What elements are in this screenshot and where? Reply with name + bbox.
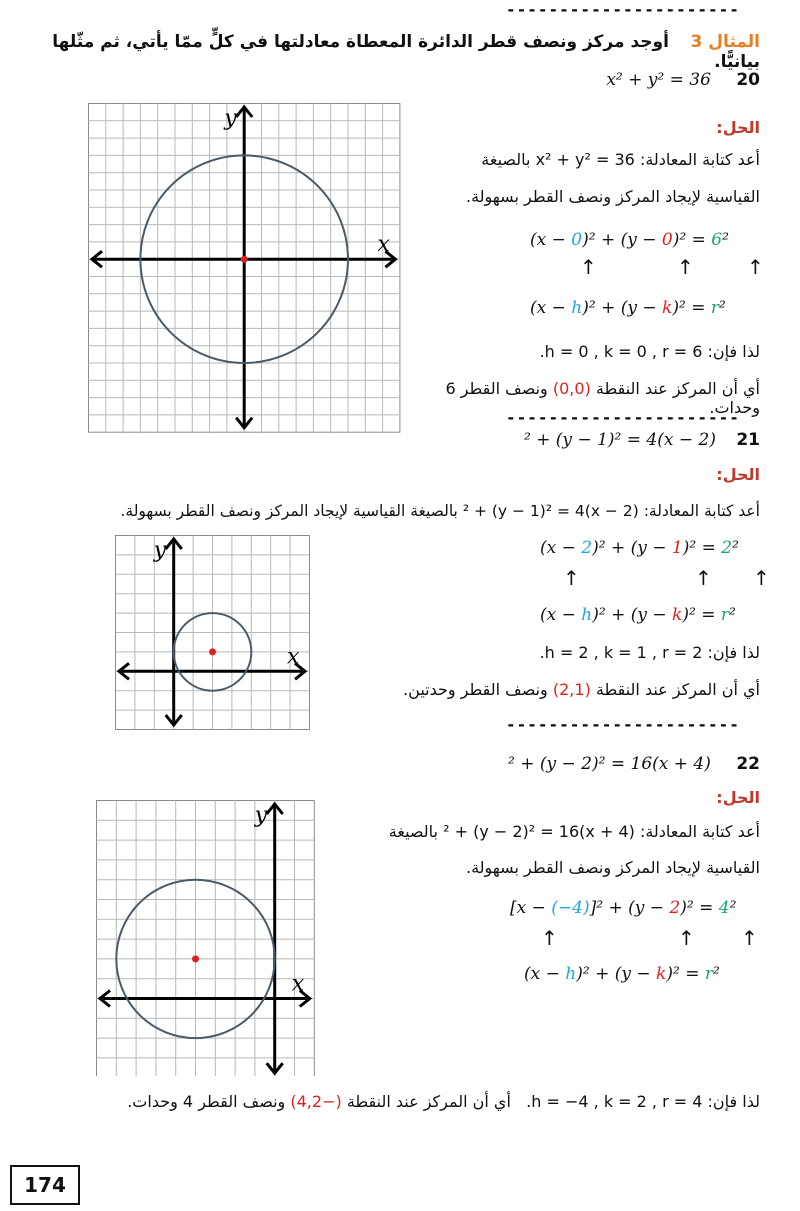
x-axis-label: x: [291, 971, 305, 997]
problem-equation: x² + y² = 36: [606, 70, 711, 90]
y-axis-label: y: [153, 538, 167, 563]
up-arrow-icon: ↑: [678, 926, 695, 950]
result-line: لذا فإن: h = 2 , k = 1 , r = 2.: [539, 643, 760, 662]
solution-label: الحل:: [716, 118, 760, 137]
standard-form-template: (x − h)² + (y − k)² = r²: [530, 298, 726, 318]
rewrite-line-2: القياسية لإيجاد المركز ونصف القطر بسهولة.: [466, 858, 760, 877]
center-sentence: أي أن المركز عند النقطة (0,0) ونصف القطر 6 وحدات.: [445, 379, 760, 417]
graph-21: [115, 535, 311, 735]
graph-20: [88, 103, 408, 443]
up-arrow-icon: ↑: [541, 926, 558, 950]
result-and-center-line: لذا فإن: h = −4 , k = 2 , r = 4. أي أن المركز عند النقطة (−4,2) ونصف القطر 4 وحدات.: [127, 1092, 760, 1111]
problem-equation: (x + 4)² + (y − 2)² = 16: [508, 754, 711, 774]
center-point: [241, 256, 248, 263]
up-arrow-icon: ↑: [741, 926, 758, 950]
problem-equation: (x − 2)² + (y − 1)² = 4: [523, 430, 716, 450]
standard-form-template: (x − h)² + (y − k)² = r²: [540, 605, 736, 625]
example-instruction: أوجد مركز ونصف قطر الدائرة المعطاة معادلتها في كلٍّ ممّا يأتي، ثم مثّلها بيانيًّا.: [52, 32, 760, 72]
solution-label: الحل:: [716, 788, 760, 807]
example-label: المثال 3: [690, 32, 760, 52]
center-sentence: أي أن المركز عند النقطة (2,1) ونصف القطر وحدتين.: [403, 680, 760, 699]
center-point-value: (0,0): [552, 379, 591, 398]
page-number: 174: [10, 1165, 80, 1205]
problem-number: 22: [736, 754, 760, 774]
y-axis-label: y: [254, 803, 268, 828]
problem-21-header: [524, 430, 760, 450]
up-arrow-icon: ↑: [753, 566, 770, 590]
problem-22-header: [508, 754, 760, 774]
up-arrow-icon: ↑: [580, 255, 597, 279]
up-arrow-icon: ↑: [695, 566, 712, 590]
standard-form-template: (x − h)² + (y − k)² = r²: [524, 964, 720, 984]
separator-top: ----------------------: [506, 0, 740, 19]
rewrite-line-2: القياسية لإيجاد المركز ونصف القطر بسهولة.: [466, 187, 760, 206]
problem-20-header: [606, 70, 760, 90]
rewrite-line-1: أعد كتابة المعادلة: x² + y² = 36 بالصيغة: [481, 150, 760, 169]
rewrite-line-1: أعد كتابة المعادلة: (x + 4)² + (y − 2)² = 16 بالصيغة: [388, 822, 760, 841]
graph-22: [96, 800, 316, 1080]
coordinate-graph: [88, 103, 408, 439]
center-point: [192, 955, 199, 962]
rewrite-line-1: أعد كتابة المعادلة: (x − 2)² + (y − 1)² = 4 بالصيغة القياسية لإيجاد المركز ونصف القطر بسهولة.: [120, 502, 760, 520]
center-point: [209, 648, 216, 655]
solution-label: الحل:: [716, 465, 760, 484]
grid-border: [97, 801, 315, 1077]
up-arrow-icon: ↑: [563, 566, 580, 590]
result-line: لذا فإن: h = 0 , k = 0 , r = 6.: [539, 342, 760, 361]
y-axis-label: y: [224, 106, 237, 131]
up-arrow-icon: ↑: [747, 255, 764, 279]
problem-number: 21: [736, 430, 760, 450]
separator: ----------------------: [506, 715, 740, 734]
example-heading: [20, 32, 760, 72]
standard-form-values: (x − 0)² + (y − 0)² = 6²: [530, 230, 729, 250]
center-point-value: (−4,2): [290, 1092, 342, 1111]
standard-form-values: (x − 2)² + (y − 1)² = 2²: [540, 538, 739, 558]
x-axis-label: x: [377, 232, 390, 258]
x-axis-label: x: [287, 644, 300, 670]
separator: ----------------------: [506, 408, 740, 427]
coordinate-graph: [115, 535, 311, 731]
problem-number: 20: [736, 70, 760, 90]
center-point-value: (2,1): [552, 680, 591, 699]
up-arrow-icon: ↑: [677, 255, 694, 279]
standard-form-values: [x − (−4)]² + (y − 2)² = 4²: [510, 898, 737, 918]
coordinate-graph: [96, 800, 316, 1076]
